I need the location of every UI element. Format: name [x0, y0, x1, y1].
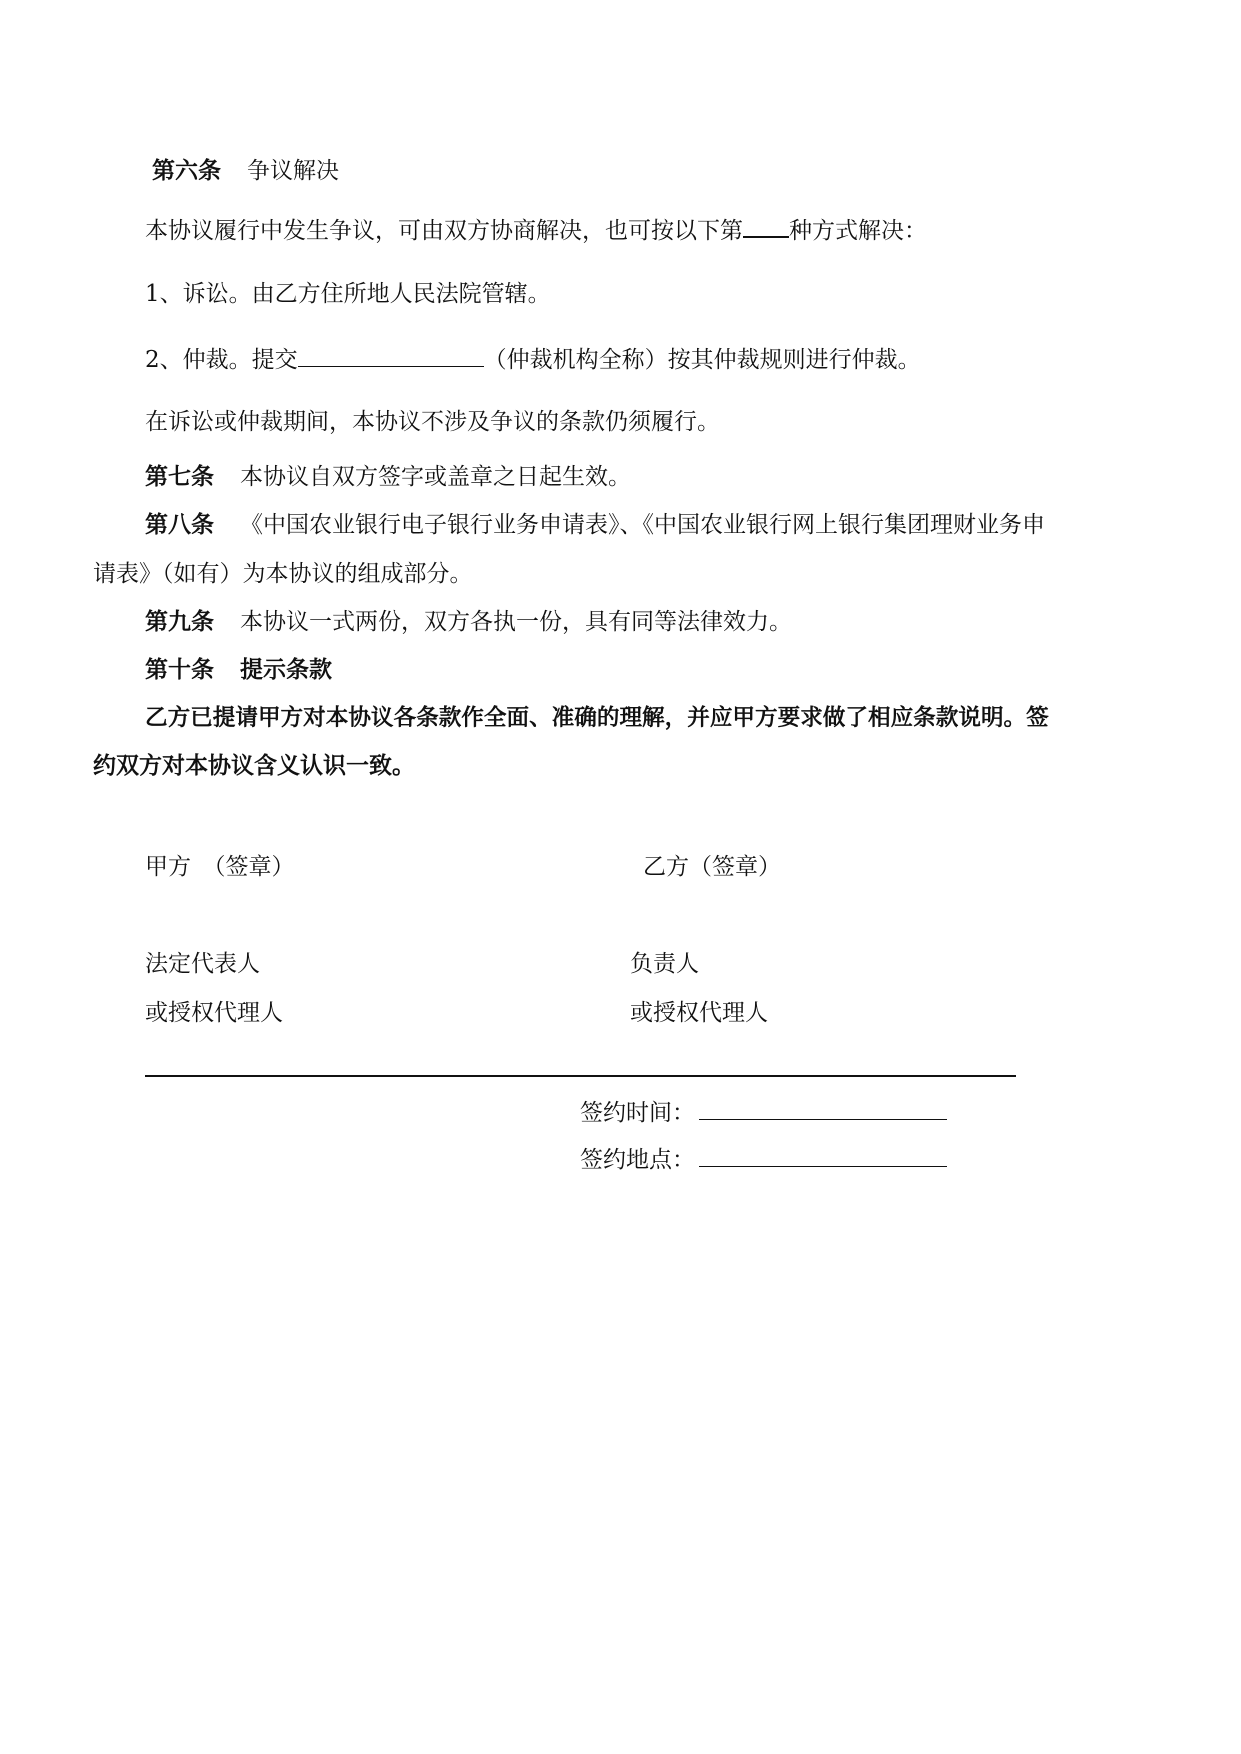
legal-representative-label: 法定代表人	[145, 951, 260, 977]
article-8-line-1	[145, 509, 1045, 541]
signing-time-blank	[699, 1095, 947, 1120]
signature-divider-line	[145, 1075, 1016, 1077]
signing-time-row	[580, 1095, 947, 1129]
article-6-heading-line	[152, 155, 339, 187]
during-dispute-paragraph: 在诉讼或仲裁期间，本协议不涉及争议的条款仍须履行。	[145, 409, 720, 435]
option-litigation: 1、诉讼。由乙方住所地人民法院管辖。	[145, 281, 551, 307]
article-10-heading-line	[145, 654, 332, 686]
article-9	[145, 606, 792, 638]
party-b-agent-label: 或授权代理人	[630, 1000, 768, 1026]
party-a-seal-label: 甲方 （签章）	[145, 854, 295, 880]
responsible-person-label: 负责人	[630, 951, 699, 977]
dispute-text-before-blank: 本协议履行中发生争议，可由双方协商解决，也可按以下第	[145, 218, 743, 244]
article-7	[145, 461, 631, 493]
article-10-text-line-2: 约双方对本协议含义认识一致。	[93, 752, 415, 779]
arbitration-text-after-blank: （仲裁机构全称）按其仲裁规则进行仲裁。	[483, 347, 921, 373]
method-number-blank	[743, 212, 789, 238]
article-10-title: 提示条款	[240, 656, 332, 683]
article-10-text-line-1: 乙方已提请甲方对本协议各条款作全面、准确的理解，并应甲方要求做了相应条款说明。签	[145, 705, 1049, 731]
signing-time-label: 签约时间：	[580, 1100, 695, 1126]
article-7-number: 第七条	[145, 463, 214, 490]
article-7-text: 本协议自双方签字或盖章之日起生效。	[240, 464, 631, 490]
signing-place-label: 签约地点：	[580, 1147, 695, 1173]
article-8-text-1: 《中国农业银行电子银行业务申请表》、《中国农业银行网上银行集团理财业务申	[240, 512, 1045, 538]
article-8-number: 第八条	[145, 511, 214, 538]
option-arbitration	[145, 342, 921, 376]
article-9-number: 第九条	[145, 608, 214, 635]
signing-place-row	[580, 1142, 947, 1176]
signing-place-blank	[699, 1142, 947, 1167]
article-6-title: 争议解决	[247, 158, 339, 184]
arbitration-text-before-blank: 2、仲裁。提交	[145, 347, 298, 373]
article-8-line-2: 请表》（如有）为本协议的组成部分。	[93, 561, 473, 587]
arbitration-institution-blank	[298, 342, 484, 367]
dispute-text-after-blank: 种方式解决：	[789, 218, 927, 244]
party-a-agent-label: 或授权代理人	[145, 1000, 283, 1026]
article-9-text: 本协议一式两份，双方各执一份，具有同等法律效力。	[240, 609, 792, 635]
dispute-resolution-paragraph	[145, 212, 927, 247]
article-6-number: 第六条	[152, 157, 221, 184]
article-10-number: 第十条	[145, 656, 214, 683]
party-b-seal-label: 乙方（签章）	[643, 854, 781, 880]
